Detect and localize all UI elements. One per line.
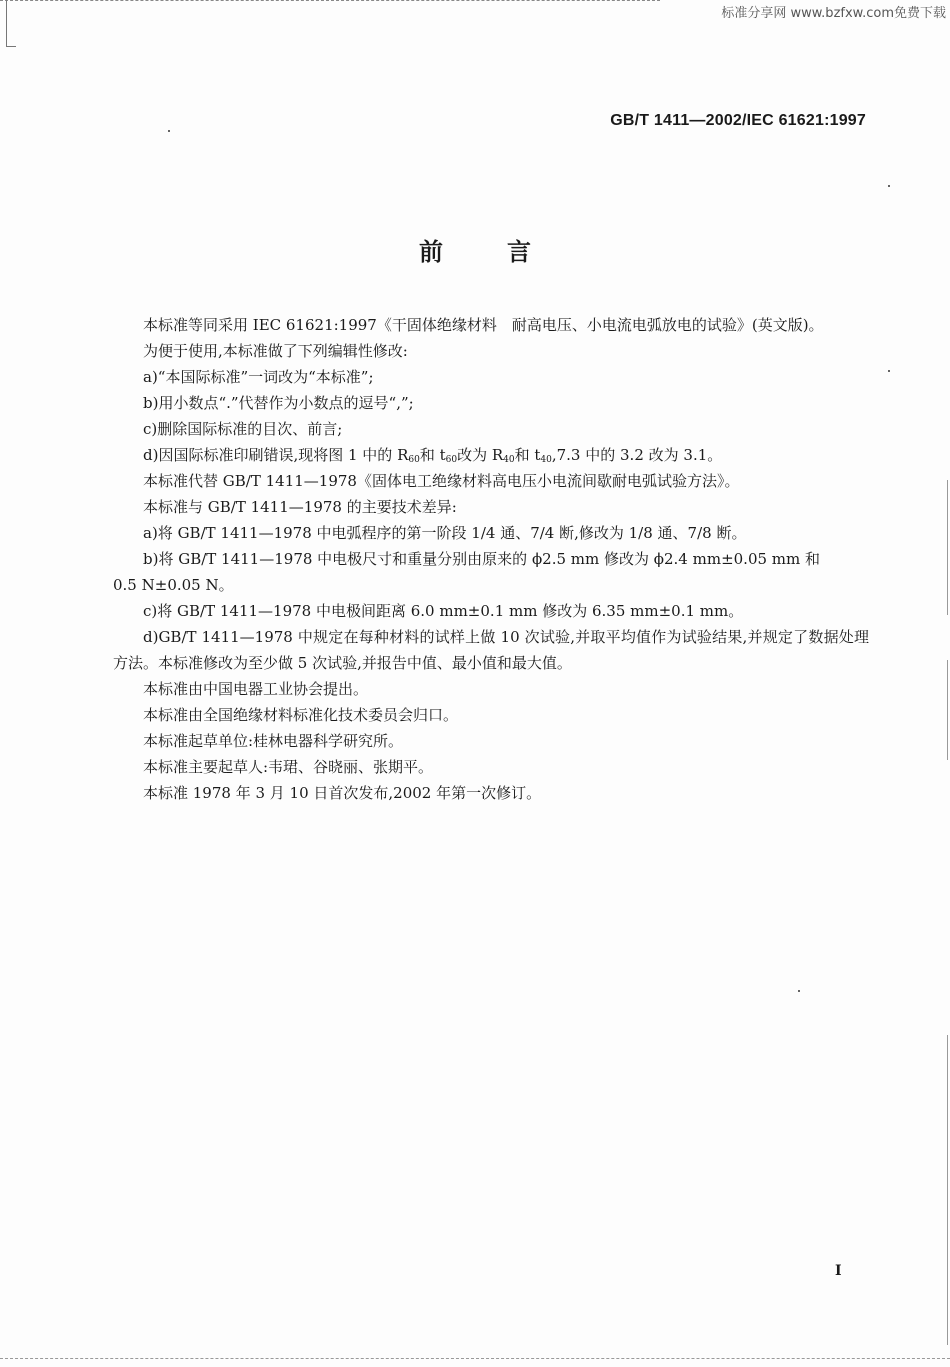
paragraph-history: 本标准 1978 年 3 月 10 日首次发布,2002 年第一次修订。: [143, 784, 542, 802]
paragraph-replaces: 本标准代替 GB/T 1411—1978《固体电工绝缘材料高电压小电流间歇耐电弧试验方法》。: [143, 472, 740, 490]
paragraph-proposed-by: 本标准由中国电器工业协会提出。: [143, 680, 369, 698]
scan-edge-right: [947, 660, 948, 760]
list-item-diff-c: c)将 GB/T 1411—1978 中电极间距离 6.0 mm±0.1 mm 修改为 6.35 mm±0.1 mm。: [143, 602, 744, 620]
foreword-body: [113, 312, 869, 806]
list-item-diff-d: d)GB/T 1411—1978 中规定在每种材料的试样上做 10 次试验,并取平均值作为试验结果,并规定了数据处理方法。本标准修改为至少做 5 次试验,并报告中值、最小值和最大值。: [113, 628, 869, 672]
scan-speck: [888, 185, 890, 187]
standard-code: GB/T 1411—2002/IEC 61621:1997: [610, 112, 866, 129]
scan-speck: [168, 130, 170, 132]
scan-speck: [888, 370, 890, 372]
paragraph-edits-intro: 为便于使用,本标准做了下列编辑性修改:: [143, 342, 408, 360]
list-item-diff-a: a)将 GB/T 1411—1978 中电弧程序的第一阶段 1/4 通、7/4 断,修改为 1/8 通、7/8 断。: [143, 524, 747, 542]
paragraph-adoption: 本标准等同采用 IEC 61621:1997《干固体绝缘材料 耐高电压、小电流电弧放电的试验》(英文版)。: [143, 316, 824, 334]
scan-speck: [798, 990, 800, 992]
paragraph-differences-intro: 本标准与 GB/T 1411—1978 的主要技术差异:: [143, 498, 457, 516]
list-item-edit-a: a)“本国际标准”一词改为“本标准”;: [143, 368, 374, 386]
page-number: I: [835, 1263, 842, 1279]
scan-edge-bottom: [0, 1358, 950, 1360]
list-item-edit-c: c)删除国际标准的目次、前言;: [143, 420, 343, 438]
paragraph-drafters: 本标准主要起草人:韦珺、谷晓丽、张期平。: [143, 758, 434, 776]
paragraph-under-jurisdiction: 本标准由全国绝缘材料标准化技术委员会归口。: [143, 706, 459, 724]
scan-edge-right: [947, 1035, 948, 1345]
page-title: 前言: [419, 238, 595, 266]
list-item-edit-b: b)用小数点“.”代替作为小数点的逗号“,”;: [143, 394, 414, 412]
scan-edge-right: [947, 480, 948, 615]
list-item-diff-b: b)将 GB/T 1411—1978 中电极尺寸和重量分别由原来的 ϕ2.5 mm 修改为 ϕ2.4 mm±0.05 mm 和: [143, 550, 821, 568]
scan-edge-left-tick: [6, 46, 16, 47]
watermark: 标准分享网 www.bzfxw.com免费下载: [721, 6, 946, 21]
list-item-diff-b-continued: 0.5 N±0.05 N。: [113, 576, 234, 594]
list-item-edit-d: d)因国际标准印刷错误,现将图 1 中的 $R_{60}$和 $t_{60}$改为 $R_{40}$和 $t_{40},7.3$ 中的 3.2 改为 3.1。: [143, 446, 723, 465]
scan-edge-top: [0, 0, 660, 2]
paragraph-drafting-unit: 本标准起草单位:桂林电器科学研究所。: [143, 732, 404, 750]
scan-edge-left: [6, 0, 7, 46]
